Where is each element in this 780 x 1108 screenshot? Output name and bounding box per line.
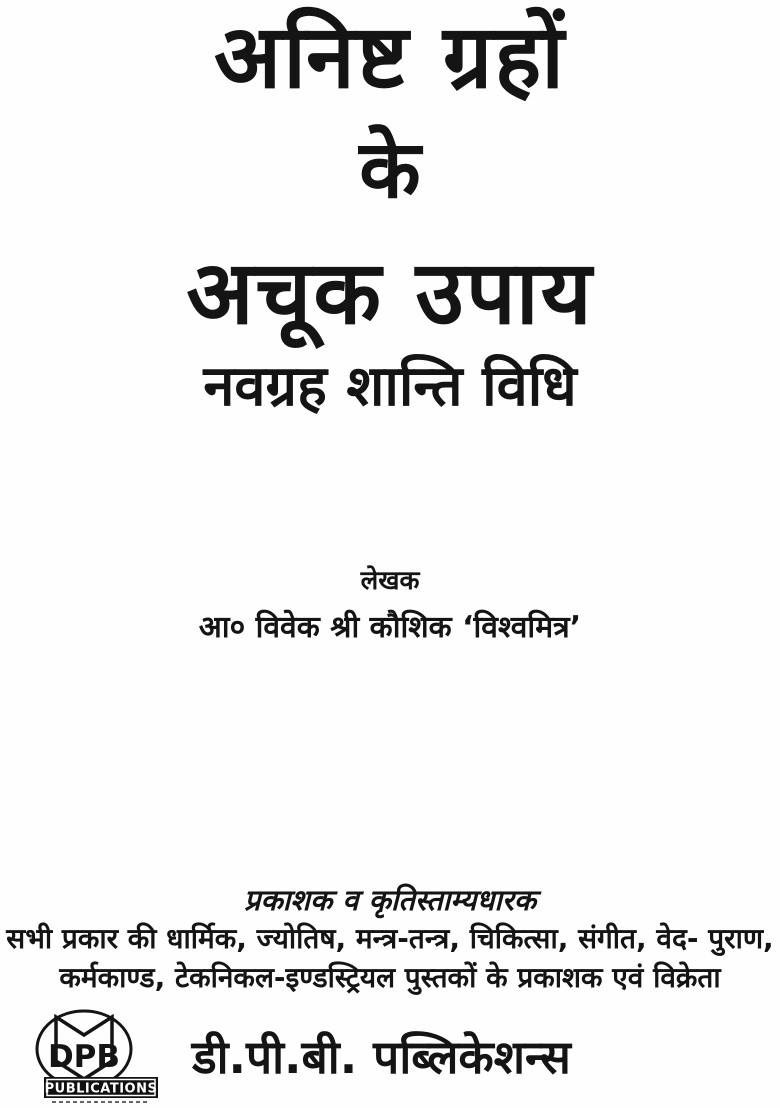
book-subtitle: नवग्रह शान्ति विधि [203, 354, 577, 420]
book-title-line3: अचूक उपाय [186, 240, 594, 344]
dpb-open-book-logo-icon [34, 1009, 166, 1105]
book-title-line2: के [359, 122, 421, 216]
logo-monogram: DPB [47, 1039, 121, 1076]
author-name: आ० विवेक श्री कौशिक ‘विश्वमित्र’ [198, 610, 582, 646]
publisher-logo [34, 1009, 166, 1105]
publisher-row [0, 1009, 780, 1105]
publisher-name: डी.पी.बी. पब्लिकेशन्स [192, 1029, 571, 1084]
logo-banner-text: PUBLICATIONS [44, 1081, 158, 1097]
book-title-line1: अनिष्ट ग्रहों [213, 5, 567, 108]
publisher-description-line1: सभी प्रकार की धार्मिक, ज्योतिष, मन्त्र-तन्त्र, चिकित्सा, संगीत, वेद- पुराण, [6, 921, 774, 955]
author-label: लेखक [360, 565, 420, 596]
publisher-heading: प्रकाशक व कृतिस्ताम्यधारक [244, 883, 536, 918]
publisher-description-line2: कर्मकाण्ड, टेकनिकल-इण्डस्ट्रियल पुस्तकों के प्रकाशक एवं विक्रेता [59, 960, 721, 994]
